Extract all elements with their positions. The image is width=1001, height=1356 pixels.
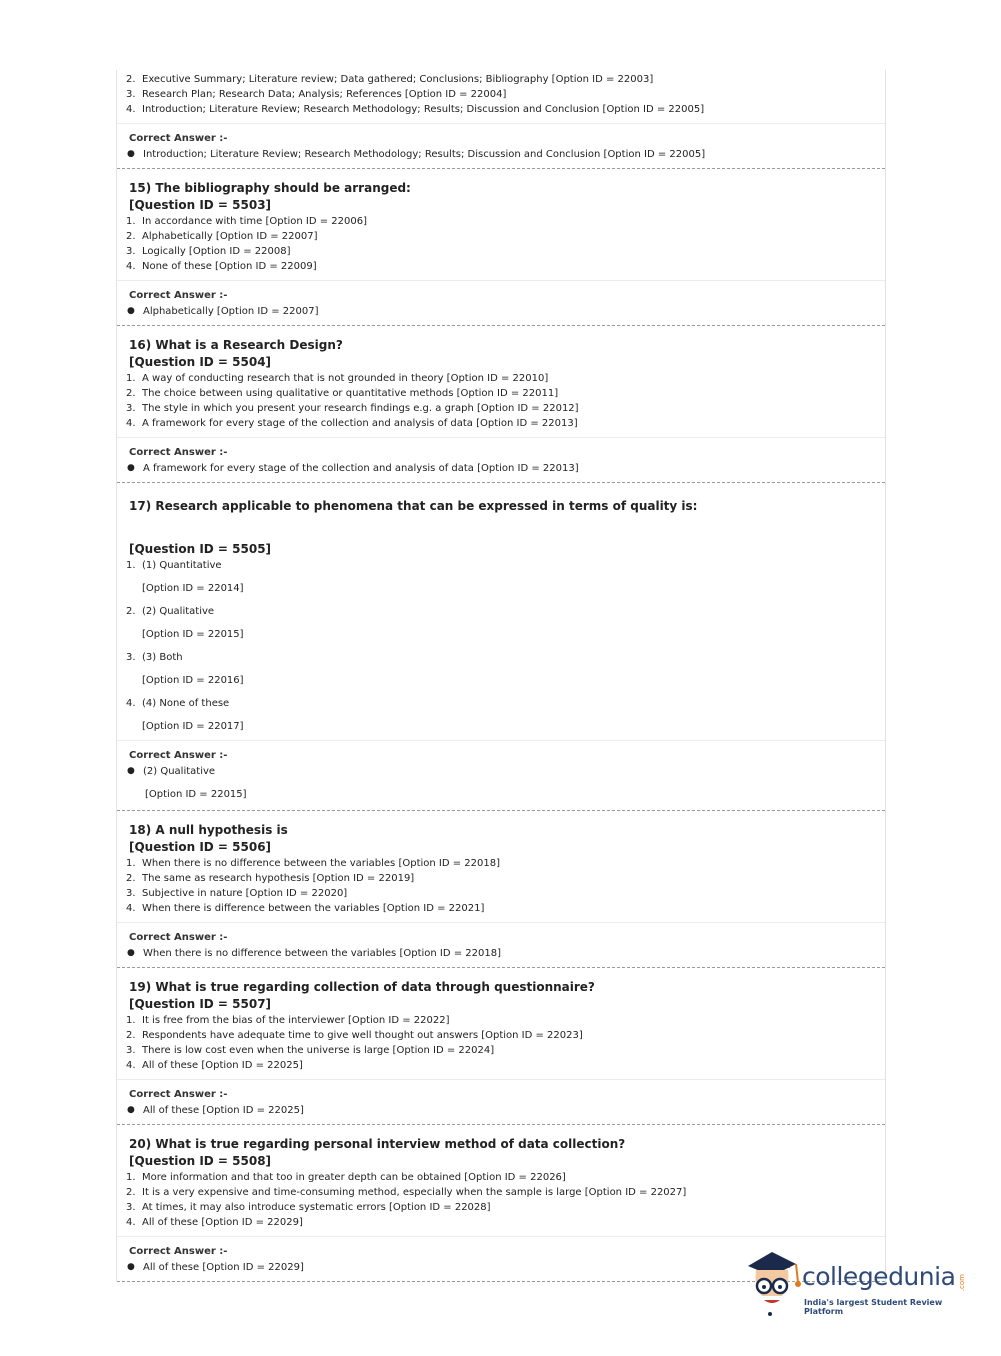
option-id-line: [Option ID = 22014] xyxy=(142,583,244,594)
correct-answer-label: Correct Answer :- xyxy=(129,447,228,458)
question-title: 17) Research applicable to phenomena that can be expressed in terms of quality is: xyxy=(129,499,698,513)
question-id: [Question ID = 5507] xyxy=(129,997,272,1011)
option-list xyxy=(126,371,885,431)
option-item: 2. Executive Summary; Literature review; Data gathered; Conclusions; Bibliography [Option ID = 22003] xyxy=(126,74,654,85)
correct-answer: ● A framework for every stage of the collection and analysis of data [Option ID = 22013] xyxy=(127,463,579,474)
correct-answer: ● Alphabetically [Option ID = 22007] xyxy=(127,306,319,317)
question-id: [Question ID = 5508] xyxy=(129,1154,272,1168)
correct-answer-label: Correct Answer :- xyxy=(129,133,228,144)
question-19-section xyxy=(117,968,885,1125)
correct-answer-block xyxy=(117,437,885,482)
correct-answer: ● Introduction; Literature Review; Research Methodology; Results; Discussion and Conclusion [Option ID = 22005] xyxy=(127,149,706,160)
option-list xyxy=(126,1013,885,1073)
bullet-icon: ● xyxy=(127,306,135,316)
question-id: [Question ID = 5504] xyxy=(129,355,272,369)
option-item: 3. Logically [Option ID = 22008] xyxy=(126,246,291,257)
option-item: 3. The style in which you present your research findings e.g. a graph [Option ID = 22012] xyxy=(126,403,579,414)
option-item: 2. (2) Qualitative [Option ID = 22015] xyxy=(126,604,885,650)
correct-answer: ● (2) Qualitative xyxy=(127,766,216,777)
bullet-icon: ● xyxy=(127,1105,135,1115)
question-id: [Question ID = 5505] xyxy=(129,542,272,556)
option-item: 2. It is a very expensive and time-consuming method, especially when the sample is large [Option ID = 22027] xyxy=(126,1187,687,1198)
option-item: 4. A framework for every stage of the collection and analysis of data [Option ID = 22013] xyxy=(126,418,578,429)
correct-answer-block xyxy=(117,123,885,168)
option-item: 1. More information and that too in greater depth can be obtained [Option ID = 22026] xyxy=(126,1172,566,1183)
option-item: 1. It is free from the bias of the interviewer [Option ID = 22022] xyxy=(126,1015,450,1026)
question-id: [Question ID = 5506] xyxy=(129,840,272,854)
question-title: 18) A null hypothesis is xyxy=(129,823,288,837)
question-title: 16) What is a Research Design? xyxy=(129,338,343,352)
option-item: 4. When there is difference between the variables [Option ID = 22021] xyxy=(126,903,485,914)
question-title: 19) What is true regarding collection of data through questionnaire? xyxy=(129,980,595,994)
correct-answer-label: Correct Answer :- xyxy=(129,1246,228,1257)
brand-dotcom: .com xyxy=(958,1274,966,1292)
option-item: 4. (4) None of these [Option ID = 22017] xyxy=(126,696,885,734)
option-item: 1. In accordance with time [Option ID = 22006] xyxy=(126,216,368,227)
question-18-section xyxy=(117,811,885,968)
correct-answer-label: Correct Answer :- xyxy=(129,750,228,761)
question-title: 15) The bibliography should be arranged: xyxy=(129,181,411,195)
brand-tagline: India's largest Student Review Platform xyxy=(804,1298,943,1316)
option-list xyxy=(126,558,885,734)
question-14-section xyxy=(117,70,885,169)
correct-answer-label: Correct Answer :- xyxy=(129,290,228,301)
option-id-line: [Option ID = 22017] xyxy=(142,721,244,732)
option-id-line: [Option ID = 22016] xyxy=(142,675,244,686)
bullet-icon: ● xyxy=(127,463,135,473)
option-item: 3. Research Plan; Research Data; Analysis; References [Option ID = 22004] xyxy=(126,89,507,100)
option-item: 4. All of these [Option ID = 22029] xyxy=(126,1217,303,1228)
option-item: 3. At times, it may also introduce systematic errors [Option ID = 22028] xyxy=(126,1202,491,1213)
question-title: 20) What is true regarding personal interview method of data collection? xyxy=(129,1137,626,1151)
correct-answer-label: Correct Answer :- xyxy=(129,932,228,943)
question-16-section xyxy=(117,326,885,483)
bullet-icon: ● xyxy=(127,948,135,958)
option-item: 3. There is low cost even when the universe is large [Option ID = 22024] xyxy=(126,1045,495,1056)
option-item: 4. All of these [Option ID = 22025] xyxy=(126,1060,303,1071)
option-item: 2. Alphabetically [Option ID = 22007] xyxy=(126,231,318,242)
option-item: 2. The choice between using qualitative or quantitative methods [Option ID = 22011] xyxy=(126,388,559,399)
collegedunia-logo[interactable] xyxy=(744,1248,972,1318)
correct-answer-block xyxy=(117,1079,885,1124)
option-item: 3. Subjective in nature [Option ID = 22020] xyxy=(126,888,348,899)
option-list xyxy=(126,856,885,916)
correct-answer-block xyxy=(117,740,885,810)
option-item: 2. The same as research hypothesis [Option ID = 22019] xyxy=(126,873,415,884)
mascot-icon xyxy=(744,1248,804,1318)
question-paper xyxy=(116,70,886,1282)
correct-answer-label: Correct Answer :- xyxy=(129,1089,228,1100)
question-15-section xyxy=(117,169,885,326)
correct-answer-block xyxy=(117,922,885,967)
brand-name: collegedunia xyxy=(802,1262,956,1291)
option-list xyxy=(126,72,885,117)
correct-answer-option-id: [Option ID = 22015] xyxy=(145,789,247,800)
option-id-line: [Option ID = 22015] xyxy=(142,629,244,640)
correct-answer: ● All of these [Option ID = 22029] xyxy=(127,1262,304,1273)
bullet-icon: ● xyxy=(127,149,135,159)
bullet-icon: ● xyxy=(127,1262,135,1272)
correct-answer-block xyxy=(117,280,885,325)
option-list xyxy=(126,1170,885,1230)
option-list xyxy=(126,214,885,274)
correct-answer: ● All of these [Option ID = 22025] xyxy=(127,1105,304,1116)
option-item: 1. A way of conducting research that is not grounded in theory [Option ID = 22010] xyxy=(126,373,549,384)
option-item: 3. (3) Both [Option ID = 22016] xyxy=(126,650,885,696)
option-item: 4. Introduction; Literature Review; Research Methodology; Results; Discussion and Conclusion [Option ID = 22005] xyxy=(126,104,705,115)
question-id: [Question ID = 5503] xyxy=(129,198,272,212)
correct-answer: ● When there is no difference between the variables [Option ID = 22018] xyxy=(127,948,502,959)
bullet-icon: ● xyxy=(127,766,135,776)
question-17-section xyxy=(117,483,885,811)
option-item: 4. None of these [Option ID = 22009] xyxy=(126,261,317,272)
option-item: 1. (1) Quantitative [Option ID = 22014] xyxy=(126,558,885,604)
option-item: 2. Respondents have adequate time to give well thought out answers [Option ID = 22023] xyxy=(126,1030,583,1041)
option-item: 1. When there is no difference between the variables [Option ID = 22018] xyxy=(126,858,501,869)
